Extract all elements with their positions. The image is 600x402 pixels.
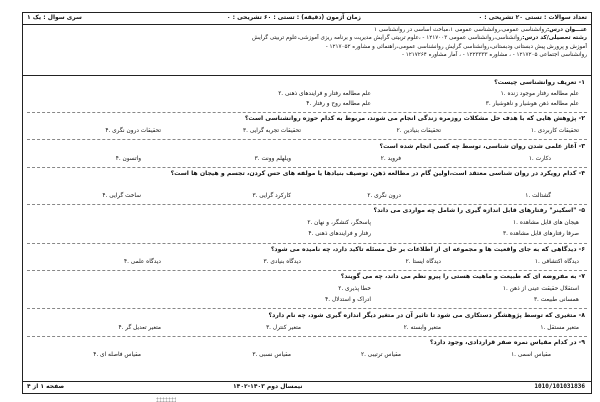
question-4-option-4[interactable]: ۴. ساخت گرایی	[102, 193, 141, 199]
question-5-option-2[interactable]: ۲. پاسخگر، کنشگر، و نهان	[307, 220, 371, 226]
question-7-option-2[interactable]: ۲. خطا پذیری	[338, 286, 371, 292]
question-5-option-4[interactable]: ۴. رفتار و فرایندهای ذهنی	[308, 231, 371, 237]
question-2	[31, 115, 585, 123]
question-2-option-1[interactable]: ۱. تحقیقات کاربردی	[530, 128, 579, 134]
exam-header	[23, 13, 591, 76]
question-text: ۶- دیدگاهی که به جای واقعیت ها و مجموعه ای از اطلاعات بر حل مسئله تاکید دارد، چه نامیده می شود؟	[270, 246, 585, 253]
question-text: ۳- آغاز علمی شدن روان شناسی، توسط چه کسی انجام شده است؟	[379, 143, 585, 150]
questions-area	[23, 75, 591, 383]
divider	[27, 308, 587, 309]
question-9-option-3[interactable]: ۳. مقیاس نسبی	[252, 352, 291, 358]
divider	[27, 139, 587, 140]
divider	[27, 167, 587, 168]
num-questions: تعداد سوالات : تستی ۲۰ تشریحی : ۰	[478, 14, 587, 21]
term-label: نیمسال دوم ۱۴۰۳-۱۴۰۲	[233, 383, 303, 390]
question-6-option-3[interactable]: ۳. دیدگاه بنیادی	[263, 259, 301, 265]
question-2-option-2[interactable]: ۲. تحقیقات بنیادین	[396, 128, 441, 134]
course-label: عنـــوان درس:	[546, 27, 587, 33]
header-info-row	[23, 13, 591, 25]
question-series: سری سوال : یک ۱	[27, 14, 82, 21]
question-4	[31, 170, 585, 178]
exam-page	[8, 4, 592, 396]
question-5	[31, 207, 585, 215]
divider	[27, 243, 587, 244]
question-3-option-2[interactable]: ۲. فروید	[380, 156, 401, 162]
question-8-option-4[interactable]: ۴. متغیر تعدیل گر	[118, 325, 161, 331]
page-number: صفحه ۱ از ۴	[27, 383, 65, 390]
course-value: روانشناسی عمومی،روانشناسی عمومی ۱،مباحث اساسی در روانشناسی ۱	[374, 27, 547, 33]
field-label: رشته تحصیلی/کد درس:	[522, 35, 587, 42]
question-6-option-1[interactable]: ۱. دیدگاه اکتشافی	[534, 259, 579, 265]
question-1-option-3[interactable]: ۳. علم مطالعه ذهن هوشیار و ناهوشیار	[485, 101, 579, 107]
question-text: ۲- پژوهش هایی که با هدف حل مشکلات روزمره زندگی انجام می شوند، مربوط به کدام حوزه روانشناسی است؟	[244, 115, 585, 122]
question-3	[31, 143, 585, 151]
question-7-option-4[interactable]: ۴. ادراک و استدلال	[325, 297, 371, 303]
field-line-2: آموزش و پرورش پیش دبستانی ودبستانی،روانشناسی گرایش روانشناسی عمومی،راهنمائی و مشاوره ۱۲۱۷۰۵۲ -	[325, 43, 587, 50]
field-line-3: روانشناسی اجتماعی ۱۲۱۷۲۰۵ - ، مشاوره ۱۲۲۳۳۳۳ - ، آمار مشاوره ۱۲۱۷۲۶۴ -	[401, 52, 587, 59]
question-5-option-1[interactable]: ۱. هیجان های قابل مشاهده	[513, 220, 579, 226]
question-4-option-1[interactable]: ۱. گشتالت	[525, 193, 551, 199]
question-7	[31, 273, 585, 281]
question-3-option-3[interactable]: ۳. ویلهلم وونت	[254, 156, 291, 162]
question-5-option-3[interactable]: ۳. صرفا رفتارهای قابل مشاهده	[503, 231, 579, 237]
question-7-option-3[interactable]: ۳. همسانی طبیعت	[533, 297, 579, 303]
question-text: ۸- متغیری که توسط پژوهشگر دستکاری می شود تا تاثیر آن در متغیر دیگر اندازه گیری شود، چه نام دارد؟	[268, 312, 585, 319]
question-2-option-3[interactable]: ۳. تحقیقات تجربه گرایی	[243, 128, 301, 134]
question-text: ۴- کدام رویکرد در روان شناسی معتقد است،اولین گام در مطالعه ذهن، توصیف بنیادها یا مولفه های حس کردن، تجسم و هیجان ها است؟	[170, 170, 585, 177]
question-1-option-4[interactable]: ۴. علم مطالعه روح و رفتار	[306, 101, 371, 107]
question-8	[31, 312, 585, 320]
field-value: روانشناسی،روانشناسی عمومی ۱۲۱۷۰۰۳ - ،علوم تربیتی گرایش مدیریت و برنامه ریزی آموزشی،علوم تربیتی گرایش	[252, 35, 523, 42]
question-4-option-2[interactable]: ۲. درون نگری	[367, 193, 401, 199]
question-8-option-1[interactable]: ۱. متغیر مستقل	[540, 325, 579, 331]
question-text: ۷- به مفروضه ای که طبیعت و ماهیت هستی را پیرو نظم می داند، چه می گویند؟	[340, 273, 585, 280]
question-3-option-1[interactable]: ۱. دکارت	[528, 156, 551, 162]
exam-frame	[22, 12, 592, 394]
question-2-option-4[interactable]: ۴. تحقیقات درون نگری	[105, 128, 161, 134]
question-7-option-1[interactable]: ۱. استقلال حقیقت عینی از ذهن	[502, 286, 579, 292]
question-text: ۹- در کدام مقیاس نمره صفر قراردادی، وجود دارد؟	[429, 339, 585, 346]
question-8-option-2[interactable]: ۲. متغیر وابسته	[403, 325, 441, 331]
question-1	[31, 79, 585, 87]
question-6-option-4[interactable]: ۴. دیدگاه علمی	[123, 259, 161, 265]
question-4-option-3[interactable]: ۳. کارکرد گرایی	[252, 193, 291, 199]
question-1-option-2[interactable]: ۲. علم مطالعه رفتار و فرایندهای ذهنی	[278, 91, 371, 97]
question-6	[31, 246, 585, 254]
question-9-option-1[interactable]: ۱. مقیاس اسمی	[511, 352, 551, 358]
question-text: ۵- "اسکینر" رفتارهای قابل اندازه گیری را شامل چه مواردی می داند؟	[373, 207, 585, 214]
question-1-option-1[interactable]: ۱. علم مطالعه رفتار موجود زنده	[500, 91, 579, 97]
divider	[27, 204, 587, 205]
question-9-option-2[interactable]: ۲. مقیاس ترتیبی	[360, 352, 401, 358]
divider	[27, 270, 587, 271]
divider	[27, 112, 587, 113]
divider	[27, 336, 587, 337]
exam-code: 1010/101031836	[534, 383, 585, 390]
exam-time: زمان آزمون (دقیقه) : تستی : ۶۰ تشریحی : ۰	[226, 14, 361, 21]
question-9	[31, 339, 585, 347]
exam-footer	[23, 381, 591, 393]
question-3-option-4[interactable]: ۴. واتسون	[115, 156, 141, 162]
header-course-info	[27, 26, 587, 60]
question-8-option-3[interactable]: ۳. متغیر کنترل	[266, 325, 301, 331]
question-6-option-2[interactable]: ۲. دیدگاه ایستا	[405, 259, 441, 265]
question-text: ۱- تعریف روانشناسی چیست؟	[494, 79, 585, 86]
question-9-option-4[interactable]: ۴. مقیاس فاصله ای	[93, 352, 141, 358]
